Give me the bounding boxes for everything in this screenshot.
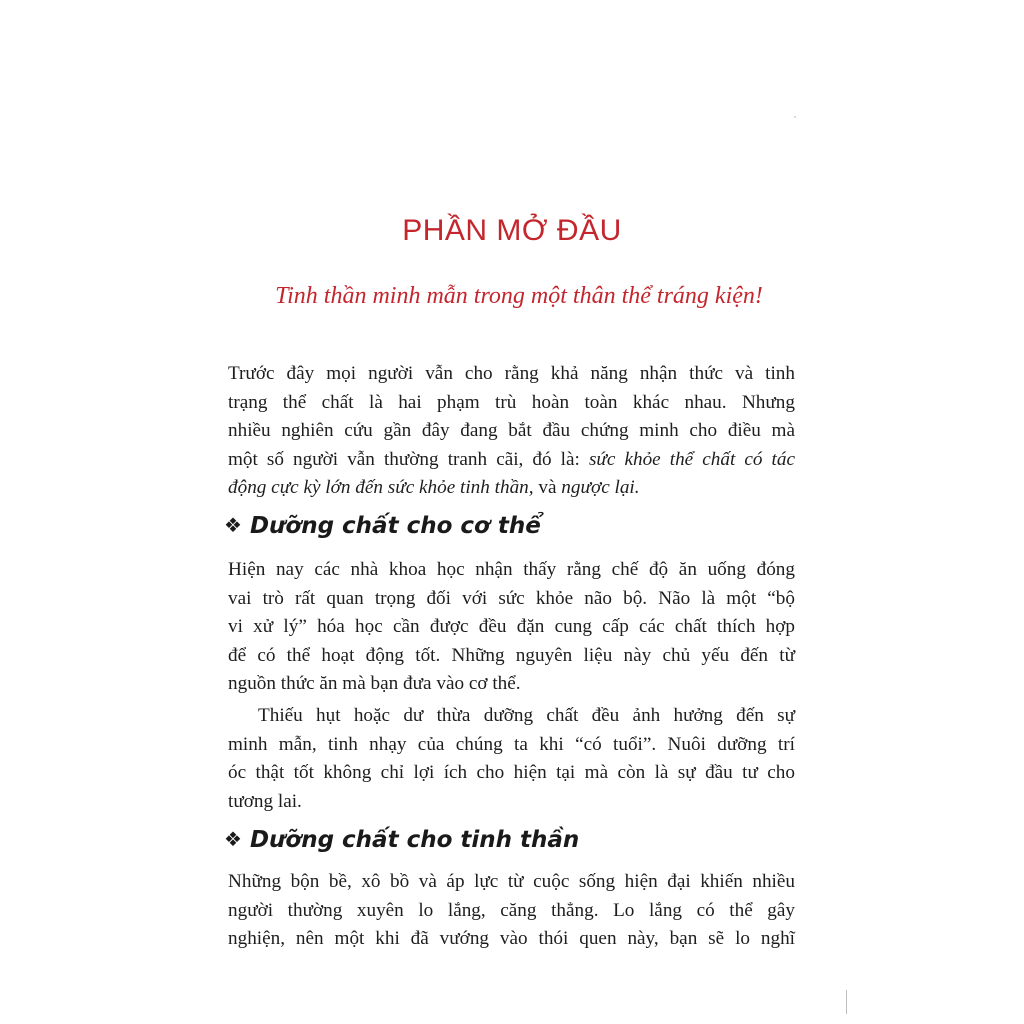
section1-paragraph-1: [228, 556, 795, 699]
diamond-bullet-icon: ❖: [224, 827, 242, 851]
text-line: tương lai.: [228, 790, 302, 812]
text-line: trạng thể chất là hai phạm trù hoàn toàn khác nhau. Nhưng: [228, 391, 795, 413]
section1-paragraph-2: [228, 702, 795, 816]
section-heading-text: Dưỡng chất cho cơ thể: [249, 513, 541, 539]
text-line: vai trò rất quan trọng đối với sức khỏe não bộ. Não là một “bộ: [228, 587, 795, 609]
page-edge-mark: [846, 990, 847, 1014]
text-line: vi xử lý” hóa học cần được đều đặn cung cấp các chất thích hợp: [228, 616, 795, 637]
text-line: nhiều nghiên cứu gần đây đang bắt đầu chứng minh cho điều mà: [228, 420, 795, 441]
plain-text: và: [533, 477, 562, 498]
italic-text: ngược lại.: [561, 477, 640, 498]
text-line: [228, 446, 795, 475]
section-heading-text: Dưỡng chất cho tinh thần: [249, 827, 580, 853]
text-line: óc thật tốt không chỉ lợi ích cho hiện tại mà còn là sự đầu tư cho: [228, 762, 795, 783]
section-heading-body-nutrients: [224, 513, 541, 539]
section-heading-mind-nutrients: [224, 827, 579, 853]
scan-speck: [794, 116, 796, 118]
text-line: Thiếu hụt hoặc dư thừa dưỡng chất đều ảnh hưởng đến sự: [258, 705, 795, 726]
diamond-bullet-icon: ❖: [224, 513, 242, 537]
text-line: [228, 474, 795, 503]
text-line: người thường xuyên lo lắng, căng thẳng. Lo lắng có thể gây: [228, 899, 795, 921]
intro-paragraph: [228, 360, 795, 503]
text-line: minh mẫn, tinh nhạy của chúng ta khi “có tuổi”. Nuôi dưỡng trí: [228, 733, 795, 755]
section2-paragraph-1: [228, 868, 795, 954]
italic-text: động cực kỳ lớn đến sức khỏe tinh thần,: [228, 477, 534, 498]
text-line: Trước đây mọi người vẫn cho rằng khả năng nhận thức và tinh: [228, 363, 795, 384]
text-line: Hiện nay các nhà khoa học nhận thấy rằng chế độ ăn uống đóng: [228, 559, 795, 580]
chapter-title: PHẦN MỞ ĐẦU: [402, 214, 622, 247]
italic-text: sức khỏe thể chất có tác: [588, 448, 795, 470]
text-line: nguồn thức ăn mà bạn đưa vào cơ thể.: [228, 673, 521, 694]
text-line: nghiện, nên một khi đã vướng vào thói quen này, bạn sẽ lo nghĩ: [228, 928, 795, 949]
text-line: để có thể hoạt động tốt. Những nguyên liệu này chủ yếu đến từ: [228, 644, 795, 666]
chapter-epigraph: Tinh thần minh mẫn trong một thân thể tráng kiện!: [275, 283, 763, 309]
text-line: Những bộn bề, xô bồ và áp lực từ cuộc sống hiện đại khiến nhiều: [228, 871, 795, 892]
plain-text: một số người vẫn thường tranh cãi, đó là:: [228, 448, 589, 470]
